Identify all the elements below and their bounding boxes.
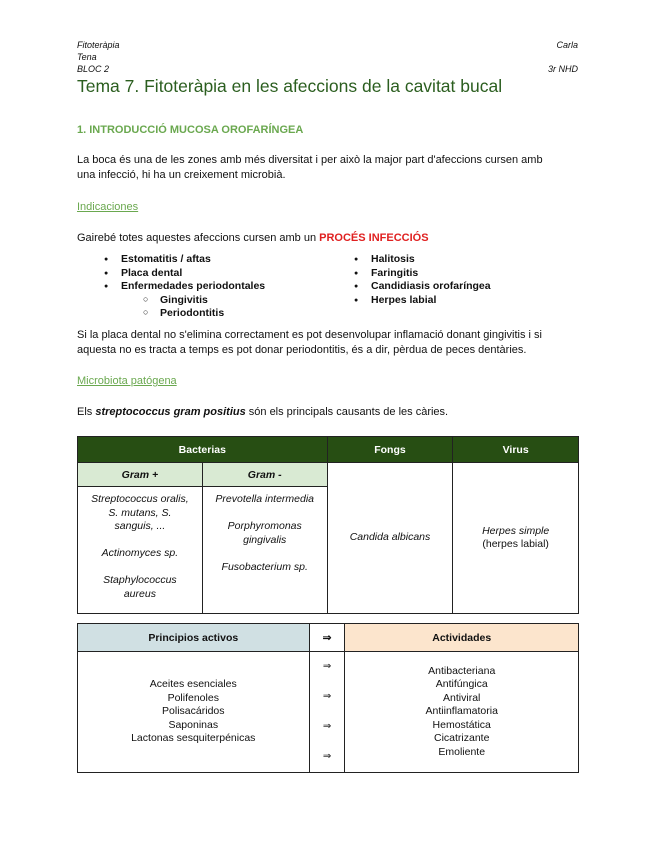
microbiota-link[interactable]: Microbiota patógena: [77, 375, 177, 387]
cell-principios: [78, 652, 310, 773]
virus-line-2: (herpes labial): [482, 538, 549, 550]
cell-line: S. mutans, S.: [108, 506, 172, 519]
header-actividades: Actividades: [345, 624, 579, 652]
cell-line: gingivalis: [243, 533, 287, 546]
strepto-paragraph: [77, 405, 582, 420]
cell-fongs: Candida albicans: [327, 463, 453, 614]
header-course: 3r NHD: [547, 64, 578, 74]
process-highlight: PROCÉS INFECCIÓS: [319, 232, 429, 244]
list-item: ● Enfermedades periodontales: [77, 280, 265, 294]
cell-arrows: [309, 652, 345, 773]
process-prefix: Gairebé totes aquestes afeccions cursen amb un: [77, 232, 320, 244]
header-arrow: ⇒: [309, 624, 345, 652]
placa-paragraph: [77, 328, 582, 358]
principle-item: Polisacáridos: [162, 705, 225, 718]
activity-item: Antiinflamatoria: [425, 705, 498, 718]
cell-line: [203, 547, 327, 561]
cell-line: Fusobacterium sp.: [221, 560, 308, 573]
activity-item: Emoliente: [438, 745, 486, 758]
principle-item: Aceites esenciales: [149, 678, 237, 691]
microbiota-table: [77, 436, 579, 614]
list-item: ● Herpes labial: [327, 294, 491, 308]
list-subitem: ○ Gingivitis: [77, 294, 265, 308]
activity-item: Antiviral: [443, 691, 481, 704]
virus-line-1: Herpes simple: [482, 524, 550, 537]
intro-paragraph: [77, 153, 582, 183]
arrow-icon: ⇒: [322, 691, 332, 702]
strepto-suffix: són els principals causants de les càries.: [245, 406, 449, 418]
cell-line: [78, 534, 202, 548]
activity-item: Cicatrizante: [434, 732, 490, 745]
activity-item: Antibacteriana: [428, 664, 496, 677]
process-paragraph: [77, 231, 582, 246]
subheader-gram-pos: Gram +: [78, 463, 203, 487]
placa-line-1: Si la placa dental no s'elimina correctament es pot desenvolupar inflamació donant gingivitis i si: [77, 329, 542, 341]
cell-line: [203, 507, 327, 521]
activity-item: Hemostática: [432, 718, 491, 731]
conditions-list-right: [327, 253, 491, 307]
list-item: ● Placa dental: [77, 267, 265, 281]
page-header-right: [548, 39, 578, 75]
activity-item: Antifúngica: [435, 678, 488, 691]
indicaciones-link[interactable]: Indicaciones: [77, 201, 139, 213]
header-subject: Fitoteràpia: [77, 40, 120, 50]
intro-line-1: La boca és una de les zones amb més diversitat i per això la major part d'afeccions cursen amb: [77, 154, 543, 166]
placa-line-2: aquesta no es tracta a temps es pot donar periodontitis, és a dir, pèrdua de peces dentàries.: [77, 344, 527, 356]
section-heading: 1. INTRODUCCIÓ MUCOSA OROFARÍNGEA: [77, 124, 304, 136]
cell-line: aureus: [123, 587, 156, 600]
header-name: Tena: [77, 52, 97, 62]
cell-line: Prevotella intermedia: [215, 493, 315, 505]
arrow-icon: ⇒: [322, 721, 332, 732]
header-author: Carla: [556, 40, 578, 50]
list-item: ● Halitosis: [327, 253, 491, 267]
conditions-list-left: [77, 253, 265, 321]
cell-actividades: [345, 652, 579, 773]
cell-line: Streptococcus oralis,: [91, 493, 189, 505]
principle-item: Lactonas sesquiterpénicas: [131, 732, 256, 745]
cell-line: Actinomyces sp.: [101, 547, 179, 559]
header-fongs: Fongs: [327, 437, 453, 463]
subheader-gram-neg: Gram -: [202, 463, 327, 487]
strepto-emphasis: streptococcus gram positius: [95, 406, 246, 418]
actives-table: [77, 623, 579, 773]
page-header-left: [77, 39, 120, 75]
list-subitem: ○ Periodontitis: [77, 307, 265, 321]
intro-line-2: una infecció, hi ha un creixement microbià.: [77, 169, 286, 181]
principle-item: Saponinas: [168, 718, 219, 731]
list-item: ● Candidiasis orofaríngea: [327, 280, 491, 294]
cell-line: sanguis, ...: [114, 520, 166, 532]
principle-item: Polifenoles: [167, 691, 219, 704]
header-principios: Principios activos: [78, 624, 310, 652]
arrow-icon: ⇒: [322, 751, 332, 762]
arrow-icon: ⇒: [322, 661, 332, 672]
cell-line: Staphylococcus: [103, 574, 177, 586]
cell-gram-neg: [202, 487, 327, 614]
cell-virus: [453, 463, 579, 614]
header-bacterias: Bacterias: [78, 437, 328, 463]
header-virus: Virus: [453, 437, 579, 463]
cell-gram-pos: [78, 487, 203, 614]
cell-line: Porphyromonas: [227, 520, 302, 532]
cell-line: [78, 561, 202, 575]
header-block: BLOC 2: [77, 64, 110, 74]
strepto-prefix: Els: [77, 406, 96, 418]
list-item: ● Faringitis: [327, 267, 491, 281]
page-title: Tema 7. Fitoteràpia en les afeccions de la cavitat bucal: [77, 76, 503, 96]
list-item: ● Estomatitis / aftas: [77, 253, 265, 267]
